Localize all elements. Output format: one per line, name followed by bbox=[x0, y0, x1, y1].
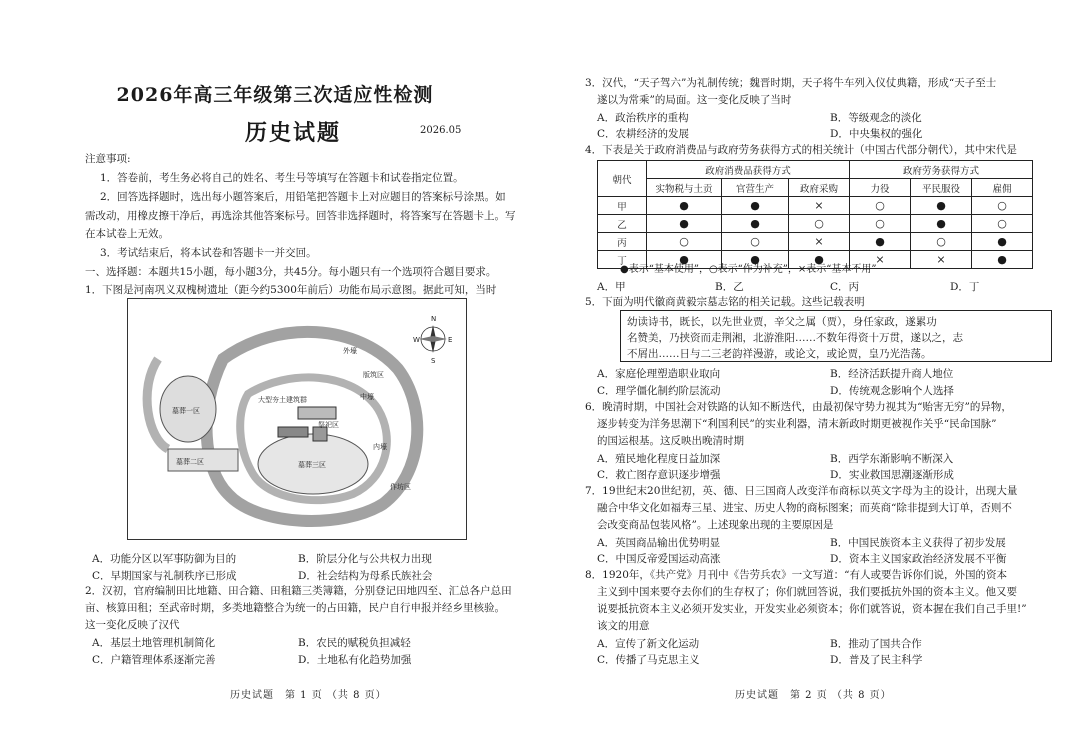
question-6-stem: 的国运根基。这反映出晚清时期 bbox=[597, 435, 744, 447]
table-cell: ○ bbox=[972, 215, 1033, 233]
q4-option-c[interactable]: C．丙 bbox=[830, 281, 860, 293]
question-7-stem: 融合中华文化如福寿三星、进宝、历史人物的商标图案；而英商“除非提到大订单，否则不 bbox=[597, 502, 1012, 514]
question-8-stem: 主义到中国来要夺去你们的生存权了；你们就回答说，我们要抵抗外国的资本主义。他又要 bbox=[597, 586, 1017, 598]
map-label-cemetery-1: 墓葬一区 bbox=[172, 407, 200, 415]
question-2-stem: 亩、核算田租；至武帝时期，多类地籍整合为统一的占田籍，民户自行申报并经乡里核验。 bbox=[85, 602, 505, 614]
q7-option-a[interactable]: A．英国商品输出优势明显 bbox=[597, 537, 721, 549]
table-col-header: 实物税与土贡 bbox=[647, 179, 722, 197]
table-col-header: 雇佣 bbox=[972, 179, 1033, 197]
q6-option-b[interactable]: B．西学东渐影响不断深入 bbox=[830, 453, 954, 465]
q3-option-b[interactable]: B．等级观念的淡化 bbox=[830, 112, 922, 124]
map-label-cemetery-3: 墓葬三区 bbox=[298, 461, 326, 469]
compass-s-label: S bbox=[431, 357, 436, 365]
q7-option-b[interactable]: B．中国民族资本主义获得了初步发展 bbox=[830, 537, 1006, 549]
site-layout-map bbox=[127, 298, 467, 540]
table-cell: ○ bbox=[647, 233, 722, 251]
table-cell: ● bbox=[722, 251, 789, 269]
table-col-header: 平民服役 bbox=[911, 179, 972, 197]
map-label-banzhu: 版筑区 bbox=[363, 371, 384, 379]
epitaph-quote-box bbox=[620, 310, 1052, 362]
question-1-stem: 1．下图是河南巩义双槐树遗址（距今约5300年前后）功能布局示意图。据此可知，当时 bbox=[85, 284, 497, 296]
q5-option-c[interactable]: C．理学僵化制约阶层流动 bbox=[597, 385, 721, 397]
question-2-stem: 2．汉初，官府编制田比地籍、田合籍、田租籍三类簿籍，分别登记田地四至、汇总各户总田 bbox=[85, 585, 512, 597]
table-legend: ●表示“基本使用”，○表示“作为补充”，×表示“基本不用” bbox=[620, 264, 877, 275]
table-header-goods: 政府消费品获得方式 bbox=[647, 161, 850, 179]
q3-option-a[interactable]: A．政治秩序的重构 bbox=[597, 112, 689, 124]
table-cell: ● bbox=[647, 251, 722, 269]
question-8-stem: 8．1920年，《共产党》月刊中《告劳兵农》一文写道：“有人或要告诉你们说，外国的资本 bbox=[585, 569, 1008, 581]
q3-option-d[interactable]: D．中央集权的强化 bbox=[830, 128, 923, 140]
q7-option-d[interactable]: D．资本主义国家政治经济发展不平衡 bbox=[830, 553, 1007, 565]
question-7-stem: 会改变商品包装风格”。上述现象出现的主要原因是 bbox=[597, 519, 834, 531]
table-col-header: 官营生产 bbox=[722, 179, 789, 197]
q1-option-c[interactable]: C．早期国家与礼制秩序已形成 bbox=[92, 570, 237, 582]
notice-line: 在本试卷上无效。 bbox=[85, 228, 169, 240]
quote-line: 名赞美，乃挟资而走荆湘，北游淮阳……不数年得资十万贯，遂以之，志 bbox=[627, 332, 963, 344]
page-2 bbox=[540, 0, 1080, 747]
q6-option-d[interactable]: D．实业救国思潮逐渐形成 bbox=[830, 469, 954, 481]
q8-option-b[interactable]: B．推动了国共合作 bbox=[830, 638, 922, 650]
q1-option-d[interactable]: D．社会结构为母系氏族社会 bbox=[298, 570, 433, 582]
table-cell: ● bbox=[850, 233, 911, 251]
table-cell: ● bbox=[722, 215, 789, 233]
map-label-workshop: 作坊区 bbox=[390, 483, 411, 491]
quote-line: 不屑出……日与二三老韵祥漫游，或论文，或论贾，皇乃光浩荡。 bbox=[627, 348, 932, 360]
map-label-outer-moat: 外壕 bbox=[343, 347, 357, 355]
question-8-stem: 该文的用意 bbox=[597, 620, 650, 632]
exam-title: 2026年高三年级第三次适应性检测 bbox=[116, 84, 434, 106]
table-cell: ● bbox=[789, 251, 850, 269]
row-label: 丙 bbox=[598, 233, 647, 251]
table-cell: × bbox=[789, 233, 850, 251]
table-row bbox=[598, 233, 1033, 251]
table-cell: ● bbox=[911, 215, 972, 233]
notice-line: 2．回答选择题时，选出每小题答案后，用铅笔把答题卡上对应题目的答案标号涂黑。如 bbox=[100, 191, 506, 203]
table-cell: ○ bbox=[911, 233, 972, 251]
table-cell: ● bbox=[722, 197, 789, 215]
question-6-stem: 6．晚清时期，中国社会对铁路的认知不断迭代，由最初保守势力视其为“贻害无穷”的异物， bbox=[585, 401, 1012, 413]
notice-header: 注意事项: bbox=[85, 153, 131, 165]
table-row bbox=[598, 197, 1033, 215]
compass-w-label: W bbox=[413, 336, 420, 344]
table-cell: ○ bbox=[850, 215, 911, 233]
map-label-ritual: 祭祀区 bbox=[318, 421, 339, 429]
table-col-header: 力役 bbox=[850, 179, 911, 197]
q2-option-d[interactable]: D．土地私有化趋势加强 bbox=[298, 654, 412, 666]
q5-option-a[interactable]: A．家庭伦理塑造职业取向 bbox=[597, 368, 721, 380]
q2-option-b[interactable]: B．农民的赋税负担减轻 bbox=[298, 637, 411, 649]
q7-option-c[interactable]: C．中国反帝爱国运动高涨 bbox=[597, 553, 721, 565]
map-label-cemetery-2: 墓葬二区 bbox=[176, 458, 204, 466]
table-cell: ● bbox=[647, 197, 722, 215]
q6-option-c[interactable]: C．救亡图存意识逐步增强 bbox=[597, 469, 721, 481]
compass-e-label: E bbox=[448, 336, 453, 344]
q3-option-c[interactable]: C．农耕经济的发展 bbox=[597, 128, 690, 140]
row-label: 乙 bbox=[598, 215, 647, 233]
q6-option-a[interactable]: A．殖民地化程度日益加深 bbox=[597, 453, 721, 465]
map-label-inner-moat: 内壕 bbox=[373, 443, 387, 451]
q2-option-c[interactable]: C．户籍管理体系逐渐完善 bbox=[92, 654, 216, 666]
question-3-stem: 3．汉代，“天子驾六”为礼制传统；魏晋时期，天子将牛车列入仪仗典籍，形成“天子至士 bbox=[585, 77, 997, 89]
table-cell: ● bbox=[972, 251, 1033, 269]
table-header-labor: 政府劳务获得方式 bbox=[850, 161, 1033, 179]
table-cell: × bbox=[911, 251, 972, 269]
table-cell: ● bbox=[647, 215, 722, 233]
question-5-stem: 5．下面为明代徽商黄毅宗墓志铭的相关记载。这些记载表明 bbox=[585, 296, 865, 308]
q2-option-a[interactable]: A．基层土地管理机制简化 bbox=[92, 637, 216, 649]
table-cell: × bbox=[850, 251, 911, 269]
row-label: 丁 bbox=[598, 251, 647, 269]
q4-option-d[interactable]: D．丁 bbox=[950, 281, 980, 293]
table-cell: ○ bbox=[789, 215, 850, 233]
notice-line: 3．考试结束后，将本试卷和答题卡一并交回。 bbox=[100, 247, 317, 259]
table-col-header: 政府采购 bbox=[789, 179, 850, 197]
quote-line: 幼读诗书，既长，以先世业贾，辛父之属（贾），身任家政，遂累功 bbox=[627, 316, 937, 328]
table-row bbox=[598, 215, 1033, 233]
q8-option-a[interactable]: A．宣传了新文化运动 bbox=[597, 638, 700, 650]
q4-option-b[interactable]: B．乙 bbox=[715, 281, 744, 293]
question-7-stem: 7．19世纪末20世纪初，英、德、日三国商人改变洋布商标以英文字母为主的设计，出现大量 bbox=[585, 485, 1018, 497]
q8-option-d[interactable]: D．普及了民主科学 bbox=[830, 654, 923, 666]
notice-line: 1．答卷前，考生务必将自己的姓名、考生号等填写在答题卡和试卷指定位置。 bbox=[100, 172, 464, 184]
table-cell: ○ bbox=[972, 197, 1033, 215]
q1-option-b[interactable]: B．阶层分化与公共权力出现 bbox=[298, 553, 432, 565]
q8-option-c[interactable]: C．传播了马克思主义 bbox=[597, 654, 700, 666]
question-3-stem: 遂以为常乘”的局面。这一变化反映了当时 bbox=[597, 94, 792, 106]
q5-option-d[interactable]: D．传统观念影响个人选择 bbox=[830, 385, 954, 397]
q4-option-a[interactable]: A．甲 bbox=[597, 281, 626, 293]
compass-n-label: N bbox=[431, 315, 437, 323]
exam-subtitle: 历史试题 bbox=[245, 120, 342, 146]
q5-option-b[interactable]: B．经济活跃提升商人地位 bbox=[830, 368, 954, 380]
table-cell: ○ bbox=[850, 197, 911, 215]
page-footer: 历史试题 第 1 页 （共 8 页） bbox=[230, 690, 387, 701]
question-8-stem: 说要抵抗资本主义必须开发实业，开发实业必须资本；你们就答说，资本握在我们自己手里!” bbox=[597, 603, 1027, 615]
table-cell: × bbox=[789, 197, 850, 215]
table-header-dynasty: 朝代 bbox=[598, 161, 647, 197]
compass-icon bbox=[419, 325, 447, 353]
row-label: 甲 bbox=[598, 197, 647, 215]
table-cell: ● bbox=[972, 233, 1033, 251]
site-map-drawing bbox=[128, 299, 466, 539]
map-label-middle-moat: 中壕 bbox=[360, 393, 374, 401]
page-footer: 历史试题 第 2 页 （共 8 页） bbox=[735, 690, 892, 701]
acquisition-table bbox=[597, 160, 1033, 269]
map-label-building: 大型夯土建筑群 bbox=[258, 396, 307, 404]
q1-option-a[interactable]: A．功能分区以军事防御为目的 bbox=[92, 553, 237, 565]
table-cell: ● bbox=[911, 197, 972, 215]
notice-line: 需改动，用橡皮擦干净后，再选涂其他答案标号。回答非选择题时，将答案写在答题卡上。写 bbox=[85, 210, 516, 222]
question-4-stem: 4．下表是关于政府消费品与政府劳务获得方式的相关统计（中国古代部分朝代），其中宋代是 bbox=[585, 144, 1017, 156]
table-cell: ○ bbox=[722, 233, 789, 251]
question-6-stem: 逐步转变为洋务思潮下“利国利民”的实业利器，清末新政时期更被视作关乎“民命国脉” bbox=[597, 418, 997, 430]
exam-date: 2026.05 bbox=[420, 125, 462, 136]
section-header: 一、选择题：本题共15小题，每小题3分，共45分。每小题只有一个选项符合题目要求。 bbox=[85, 266, 497, 278]
question-2-stem: 这一变化反映了汉代 bbox=[85, 619, 180, 631]
